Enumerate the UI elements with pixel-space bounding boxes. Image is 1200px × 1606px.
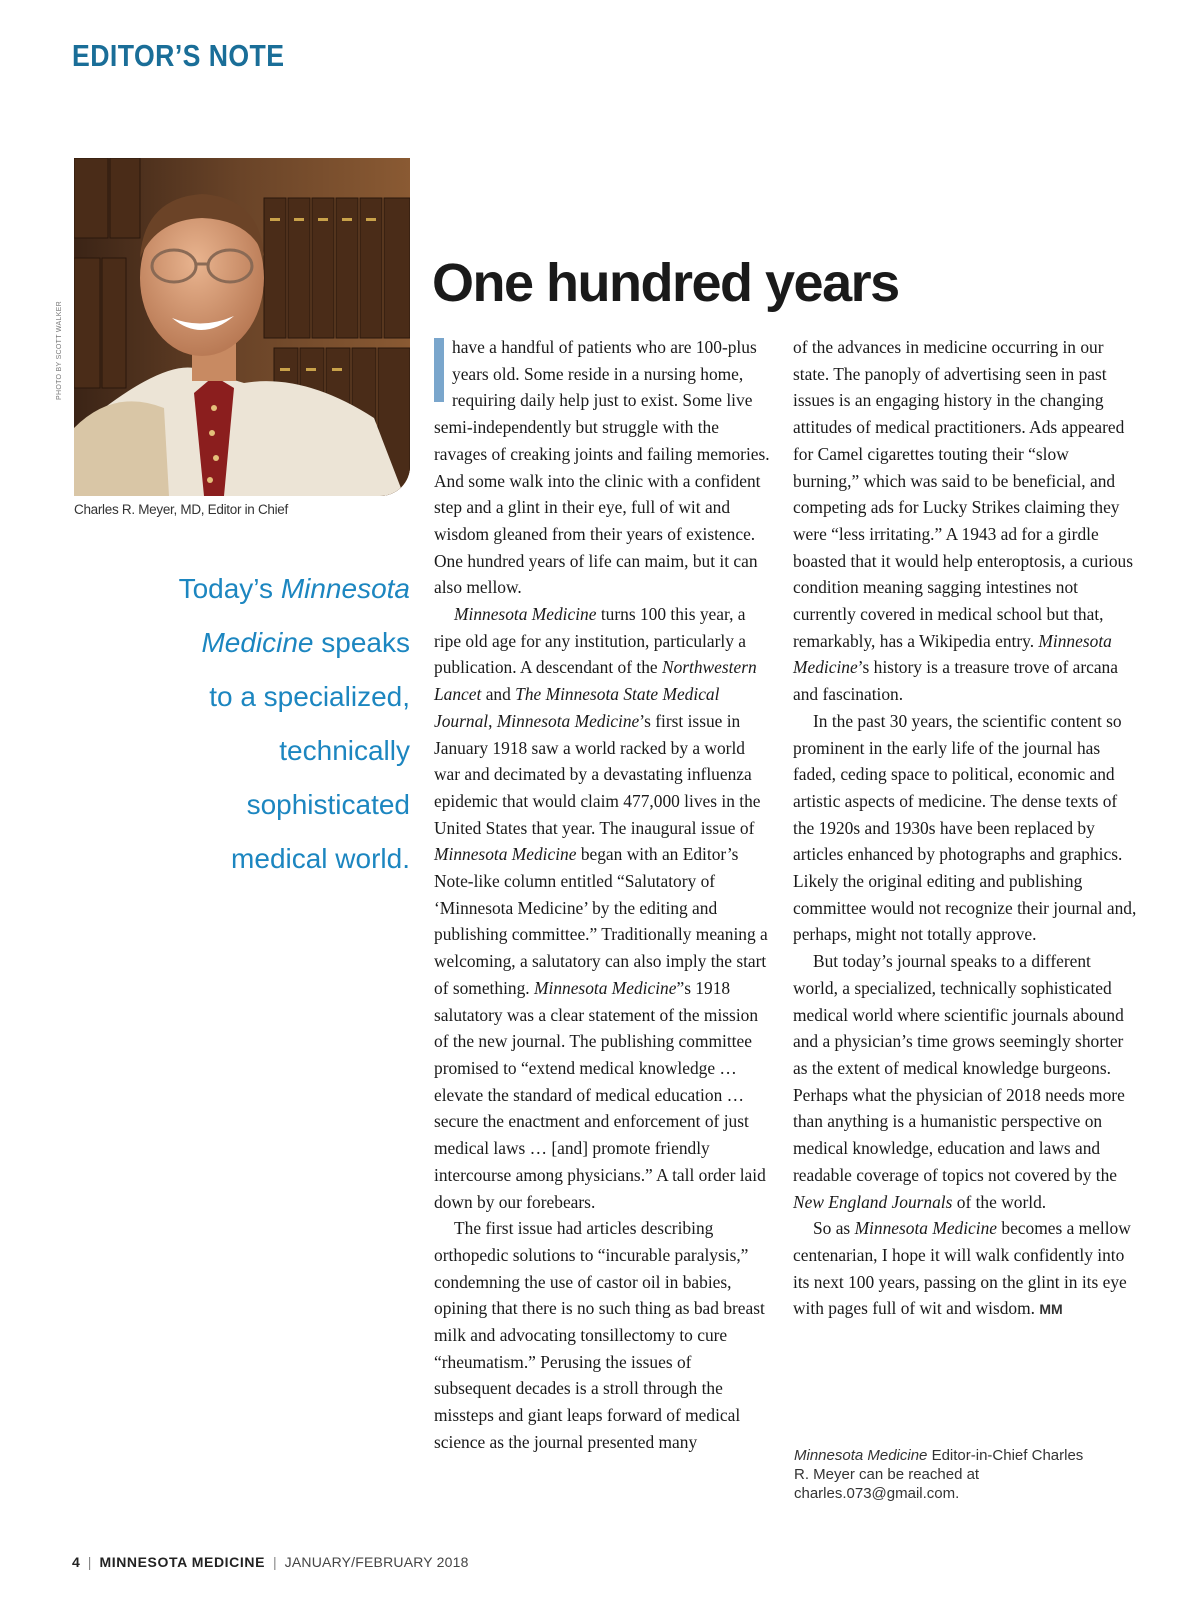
footer-magazine: MINNESOTA MEDICINE: [99, 1554, 266, 1570]
signoff-mark: MM: [1039, 1301, 1063, 1318]
paragraph-recent-years: In the past 30 years, the scientific content so prominent in the early life of the journal has faded, ceding space to political, economic and artistic aspects of medicine. The dense texts of the 1920s and 1930s have been replaced by articles enhanced by photographs and graphics. Likely the original editing and publishing committee would not recognize their journal and, perhaps, might not totally approve.: [793, 710, 1137, 945]
portrait-illustration: [74, 158, 410, 496]
pull-quote-line: Today’s Minnesota: [178, 573, 410, 604]
paragraph-history: Minnesota Medicine turns 100 this year, a ripe old age for any institution, particularly a publication. A descendant of the Northwestern Lancet and The Minnesota State Medical Journal, Minnesota Medicine’s first issue in January 1918 saw a world racked by a world war and decimated by a devastating influenza epidemic that would claim 477,000 lives in the United States that year. The inaugural issue of Minnesota Medicine began with an Editor’s Note-like column entitled “Salutatory of ‘Minnesota Medicine’ by the editing and publishing committee.” Traditionally meaning a welcoming, a salutatory can also imply the start of something. Minnesota Medicine”s 1918 salutatory was a clear statement of the mission of the new journal. The publishing committee promised to “extend medical knowledge … elevate the standard of medical education … secure the enactment and enforcement of just medical laws … [and] promote friendly intercourse among physicians.” A tall order laid down by our forebears.: [434, 604, 768, 1212]
article-headline: One hundred years: [432, 253, 899, 313]
footer-divider: |: [273, 1554, 277, 1570]
photo-credit: PHOTO BY SCOTT WALKER: [56, 300, 63, 400]
paragraph-today: But today’s journal speaks to a different world, a specialized, technically sophisticated medical world where scientific journals abound and a physician’s time grows seemingly shorter as the extent of medical knowledge burgeons. Perhaps what the physician of 2018 needs more than anything is a humanistic perspective on medical knowledge, education and laws and readable coverage of topics not covered by the New England Journals of the world.: [793, 951, 1125, 1212]
editor-photo: [74, 158, 410, 496]
article-column-left: [434, 334, 770, 1456]
pull-quote: [150, 562, 410, 886]
editor-contact: Minnesota Medicine Editor-in-Chief Charles R. Meyer can be reached at charles.073@gmail.com.: [794, 1447, 1084, 1502]
paragraph-closing: So as Minnesota Medicine becomes a mellow centenarian, I hope it will walk confidently into its next 100 years, passing on the glint in its eye with pages full of wit and wisdom. MM: [793, 1218, 1131, 1319]
paragraph-advertising: of the advances in medicine occurring in our state. The panoply of advertising seen in past issues is an engaging history in the changing attitudes of medical practitioners. Ads appeared for Camel cigarettes touting their “slow burning,” which was said to be beneficial, and competing ads for Lucky Strikes claiming they were “less irritating.” A 1943 ad for a girdle boasted that it would help enteroptosis, a curious condition meaning sagging intestines not currently covered in medical school but that, remarkably, has a Wikipedia entry. Minnesota Medicine’s history is a treasure trove of arcana and fascination.: [793, 337, 1134, 705]
footer-issue: JANUARY/FEBRUARY 2018: [284, 1554, 469, 1570]
footer-divider: |: [87, 1554, 92, 1570]
article-column-right: [793, 334, 1137, 1323]
pull-quote-line: Medicine speaks: [201, 627, 410, 658]
pull-quote-line: to a specialized,: [209, 681, 410, 712]
pull-quote-line: sophisticated: [246, 789, 410, 820]
page-footer: [72, 1554, 469, 1570]
pull-quote-line: technically: [279, 735, 410, 766]
section-label: EDITOR’S NOTE: [72, 38, 285, 73]
photo-caption: Charles R. Meyer, MD, Editor in Chief: [74, 502, 288, 517]
page-number: 4: [72, 1554, 80, 1570]
paragraph-intro: have a handful of patients who are 100-plus years old. Some reside in a nursing home, requiring daily help just to exist. Some live semi-independently but struggle with the ravages of creaking joints and failing memories. And some walk into the clinic with a confident step and a glint in their eye, full of wit and wisdom gleaned from their years of existence. One hundred years of life can maim, but it can also mellow.: [434, 337, 770, 598]
paragraph-first-issue: The first issue had articles describing orthopedic solutions to “incurable paralysis,” condemning the use of castor oil in babies, opining that there is no such thing as bad breast milk and advocating tonsillectomy to cure “rheumatism.” Perusing the issues of subsequent decades is a stroll through the missteps and giant leaps forward of medical science as the journal presented many: [434, 1218, 765, 1452]
drop-cap: [434, 338, 444, 402]
pull-quote-line: medical world.: [231, 843, 410, 874]
